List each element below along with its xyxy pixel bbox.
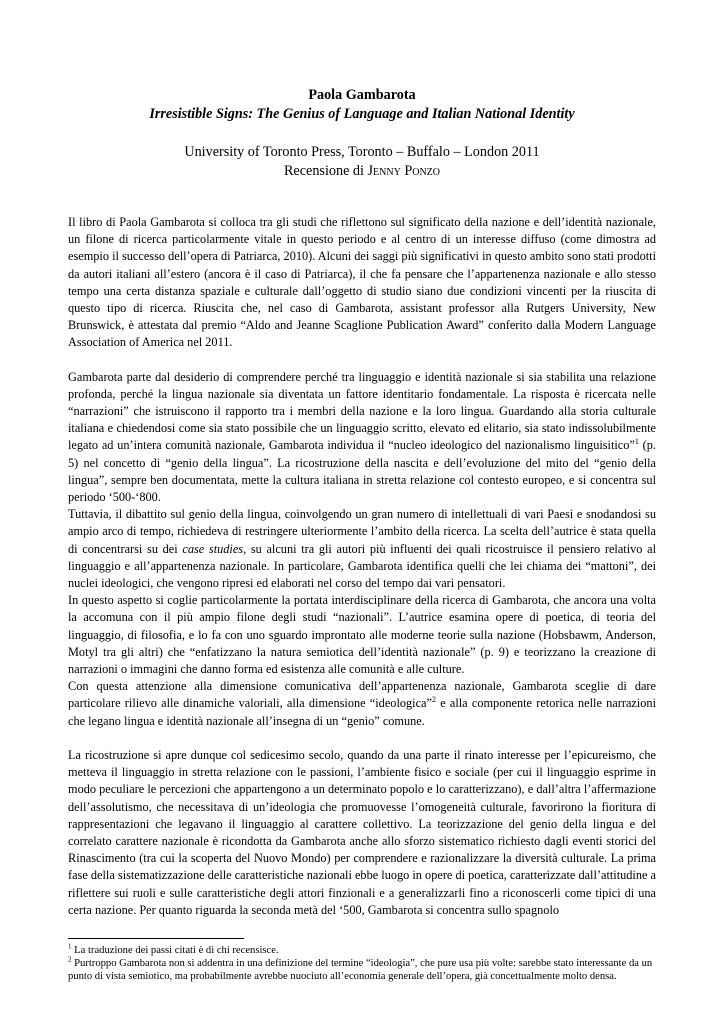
review-header (68, 86, 656, 181)
review-body (68, 214, 656, 919)
footnote-number: 1 (68, 942, 72, 951)
document-page (68, 86, 656, 984)
reviewer-line (68, 162, 656, 181)
footnote-divider (68, 938, 244, 939)
book-title: Irresistible Signs: The Genius of Language and Italian National Identity (149, 106, 575, 122)
paragraph-text: , su alcuni tra gli autori più influenti dei quali ricostruisce il pensiero relativo al linguaggio e all’appartenenza nazionale. In particolare, Gambarota identifica quelli che lei chiama dei “mattoni”, dei nuclei ideologici, che vengono ripresi ed elaborati nel corso del tempo dai vari pensatori. (68, 541, 656, 591)
paragraph-text: e alla componente retorica nelle narrazioni che legano lingua e identità nazionale all’insegna di un “genio” comune. (68, 696, 656, 728)
footnote-text: La traduzione dei passi citati è di chi recensisce. (71, 944, 279, 956)
paragraph-text: Tuttavia, il dibattito sul genio della lingua, coinvolgendo un gran numero di intellettuali di vari Paesi e snodandosi su ampio arco di tempo, richiedeva di restringere ulteriormente l’ambito della ricerca. La scelta dell’autrice è stata quella di concentrarsi su dei (68, 507, 656, 556)
paragraph: In questo aspetto si coglie particolarmente la portata interdisciplinare della ricerca di Gambarota, che ancora una volta la accomuna con il più ampio filone degli studi “nazionali”. L’autrice esamina opere di poetica, di teoria del linguaggio, di filosofia, e lo fa con uno sguardo improntato alle moderne teorie sulla nazione (Hobsbawm, Anderson, Motyl tra gli altri) che “enfatizzano la natura semiotica dell’identità nazionale” (p. 9) e teorizzano la creazione di narrazioni o immagini che danno forma ed esistenza alle comunità e alle culture. (68, 593, 656, 677)
paragraph (68, 506, 656, 592)
paragraph-text: Gambarota parte dal desiderio di comprendere perché tra linguaggio e identità nazionale si sia stabilita una relazione profonda, perché la lingua nazionale sia diventata un fattore identitario fondamentale. La risposta è ricercata nelle “narrazioni” che istruiscono il rapporto tra i membri della nazione e la loro lingua. Guardando alla storia culturale italiana e chiedendosi come sia stato possibile che un linguaggio scritto, elevato ed elitario, sia stato indissolubilmente legato ad un’intera comunità nazionale, Gambarota individua il “nucleo ideologico del nazionalismo linguisitico” (68, 369, 656, 453)
paragraph-italic: case studies (182, 541, 244, 556)
paragraph-text: Con questa attenzione alla dimensione comunicativa dell’appartenenza nazionale, Gambarota sceglie di dare particolare rilievo alle dinamiche valoriali, alla dimensione “ideologica” (68, 679, 656, 711)
footnote-ref: 1 (634, 437, 639, 447)
footnote (68, 944, 656, 957)
review-prefix: Recensione di (283, 163, 368, 179)
book-author: Paola Gambarota (308, 87, 416, 103)
footnote-number: 2 (68, 955, 72, 964)
footnote (68, 957, 656, 983)
paragraph-text: (p. 5) nel concetto di “genio della lingua”. La ricostruzione della nascita e dell’evoluzione del mito del “genio della lingua”, sempre ben documentata, mette la cultura italiana in stretta relazione col contesto europeo, e si concentra sul periodo ‘500-‘800. (68, 438, 656, 505)
footnotes (68, 944, 656, 984)
footnote-ref: 2 (431, 695, 436, 705)
paragraph (68, 678, 656, 730)
paragraph: Il libro di Paola Gambarota si colloca tra gli studi che riflettono sul significato della nazione e dell’identità nazionale, un filone di ricerca particolarmente vitale in questo periodo e al centro di un interesse diffuso (come dimostra ad esempio il successo dell’opera di Patriarca, 2010). Alcuni dei saggi più significativi in questo ambito sono stati prodotti da autori italiani all’estero (ancora è il caso di Patriarca), il che fa pensare che l’appartenenza nazionale e allo stesso tempo una certa distanza spaziale e culturale dall’oggetto di studio siano due condizioni vincenti per la riuscita di questo tipo di ricerca. Riuscita che, nel caso di Gambarota, assistant professor alla Rutgers University, New Brunswick, è attestata dal premio “Aldo and Jeanne Scaglione Publication Award” conferito dalla Modern Language Association of America nel 2011. (68, 215, 656, 350)
paragraph: La ricostruzione si apre dunque col sedicesimo secolo, quando da una parte il rinato interesse per l’epicureismo, che metteva il linguaggio in stretta relazione con le passioni, l’ambiente fisico e sociale (per cui il linguaggio esprime in modo peculiare le percezioni che appartengono a un determinato popolo e lo caratterizzano), e dall’altra l’affermazione dell’assolutismo, che necessitava di un’ideologia che promuovesse l’omogeneità culturale, favorirono la fioritura di rappresentazioni che legavano il linguaggio al carattere collettivo. La teorizzazione del genio della lingua e del correlato carattere nazionale è ricondotta da Gambarota anche allo sforzo sistematico richiesto dagli eventi storici del Rinascimento (tra cui la scoperta del Nuovo Mondo) per comprendere e razionalizzare la diversità culturale. La prima fase della sistematizzazione delle caratteristiche nazionali ebbe luogo in opere di poetica, caratterizzate dall’attitudine a riflettere sui ruoli e sulle caratteristiche degli attori finzionali e a generalizzarli fino a riconoscerli come tipici di una certa nazione. Per quanto riguarda la seconda metà del ‘500, Gambarota si concentra sullo spagnolo (68, 747, 656, 917)
publisher-line: University of Toronto Press, Toronto – Buffalo – London 2011 (184, 144, 540, 160)
reviewer-name: Jenny Ponzo (367, 163, 441, 179)
footnote-text: Purtroppo Gambarota non si addentra in una definizione del termine “ideologia”, che pure usa più volte: sarebbe stato interessante da un punto di vista semiotico, ma probabilmente avrebbe nuociuto all’economia generale dell’opera, già concettualmente molto densa. (68, 958, 653, 983)
paragraph (68, 369, 656, 507)
